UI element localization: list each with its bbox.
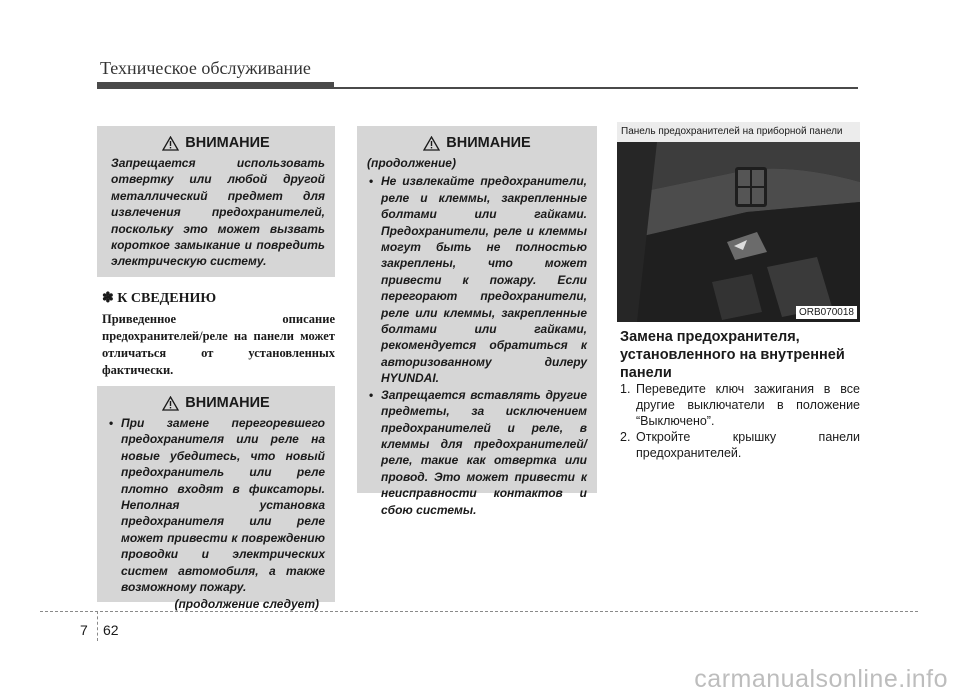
warning-box-1 [97,126,335,277]
photo-caption: Панель предохранителей на приборной панели [617,122,860,142]
warning-box-3 [357,126,597,517]
list-item [620,381,860,429]
warning-box-2-list [107,415,325,595]
warning-box-3-list [367,173,587,518]
watermark: carmanualsonline.info [694,665,948,693]
warning-triangle-icon [423,136,440,151]
warning-box-1-title: ВНИМАНИЕ [185,135,270,151]
warning-box-1-heading [107,135,325,151]
page-header-title: Техническое обслуживание [100,58,311,78]
photo-code: ORB070018 [796,306,857,319]
intro-note-text: Приведенное описание предохранителей/реле на панели может отличаться от установленных фактически. [102,312,335,377]
continuation-note: (продолжение) [367,156,456,170]
footer-divider [40,611,918,612]
instruction-steps [620,381,860,461]
header-rule-thick [97,82,334,89]
fuse-panel-photo [617,142,860,322]
warning-box-2-title: ВНИМАНИЕ [185,395,270,411]
warning-box-1-text: Запрещается использовать отвертку или любой другой металлический предмет для извлечения предохранителей, поскольку это может вызвать короткое замыкание и повредить электрическую систему. [111,156,325,269]
list-item: • При замене перегоревшего предохранителя или реле на новые убедитесь, что новый предохранитель или реле плотно входят в фиксаторы. Неполная установка предохранителя или реле может привести к повреждению проводки и электрических систем автомобиля, а также возможному пожару. [107,415,325,595]
continued-note: (продолжение следует) [174,597,319,612]
list-item [620,429,860,461]
dashboard-illustration [617,142,860,322]
intro-note-title: ✽ К СВЕДЕНИЮ [102,291,217,306]
step-number: 1. [620,382,631,396]
warning-box-2-heading [107,395,325,411]
footer-page-divider [97,611,98,641]
section-title: Замена предохранителя, установленного на внутренней панели [620,329,845,381]
step-text: Переведите ключ зажигания в все другие выключатели в положение “Выключено”. [636,382,860,428]
warning-box-3-title: ВНИМАНИЕ [446,135,531,151]
warning-box-2 [97,386,335,612]
page-number: 62 [103,622,119,638]
list-item: • Запрещается вставлять другие предметы, за исключением предохранителей и реле, в клеммы для предохранителей/реле, такие как отвертка или провод. Это может привести к неисправности контактов и сбою системы. [367,387,587,518]
step-number: 2. [620,430,631,444]
step-text: Откройте крышку панели предохранителей. [636,430,860,460]
header-rule-thin [334,87,858,89]
chapter-number: 7 [80,622,88,638]
list-item: • Не извлекайте предохранители, реле и клеммы, закрепленные болтами или гайками. Предохранители, реле и клеммы могут быть не полностью закреплены, что может привести к пожару. Если перегорают предохранители, реле или клеммы, закрепленные болтами или гайками, рекомендуется обратиться к авторизованному дилеру HYUNDAI. [367,173,587,386]
warning-box-3-heading [367,135,587,151]
warning-triangle-icon [162,136,179,151]
warning-triangle-icon [162,396,179,411]
